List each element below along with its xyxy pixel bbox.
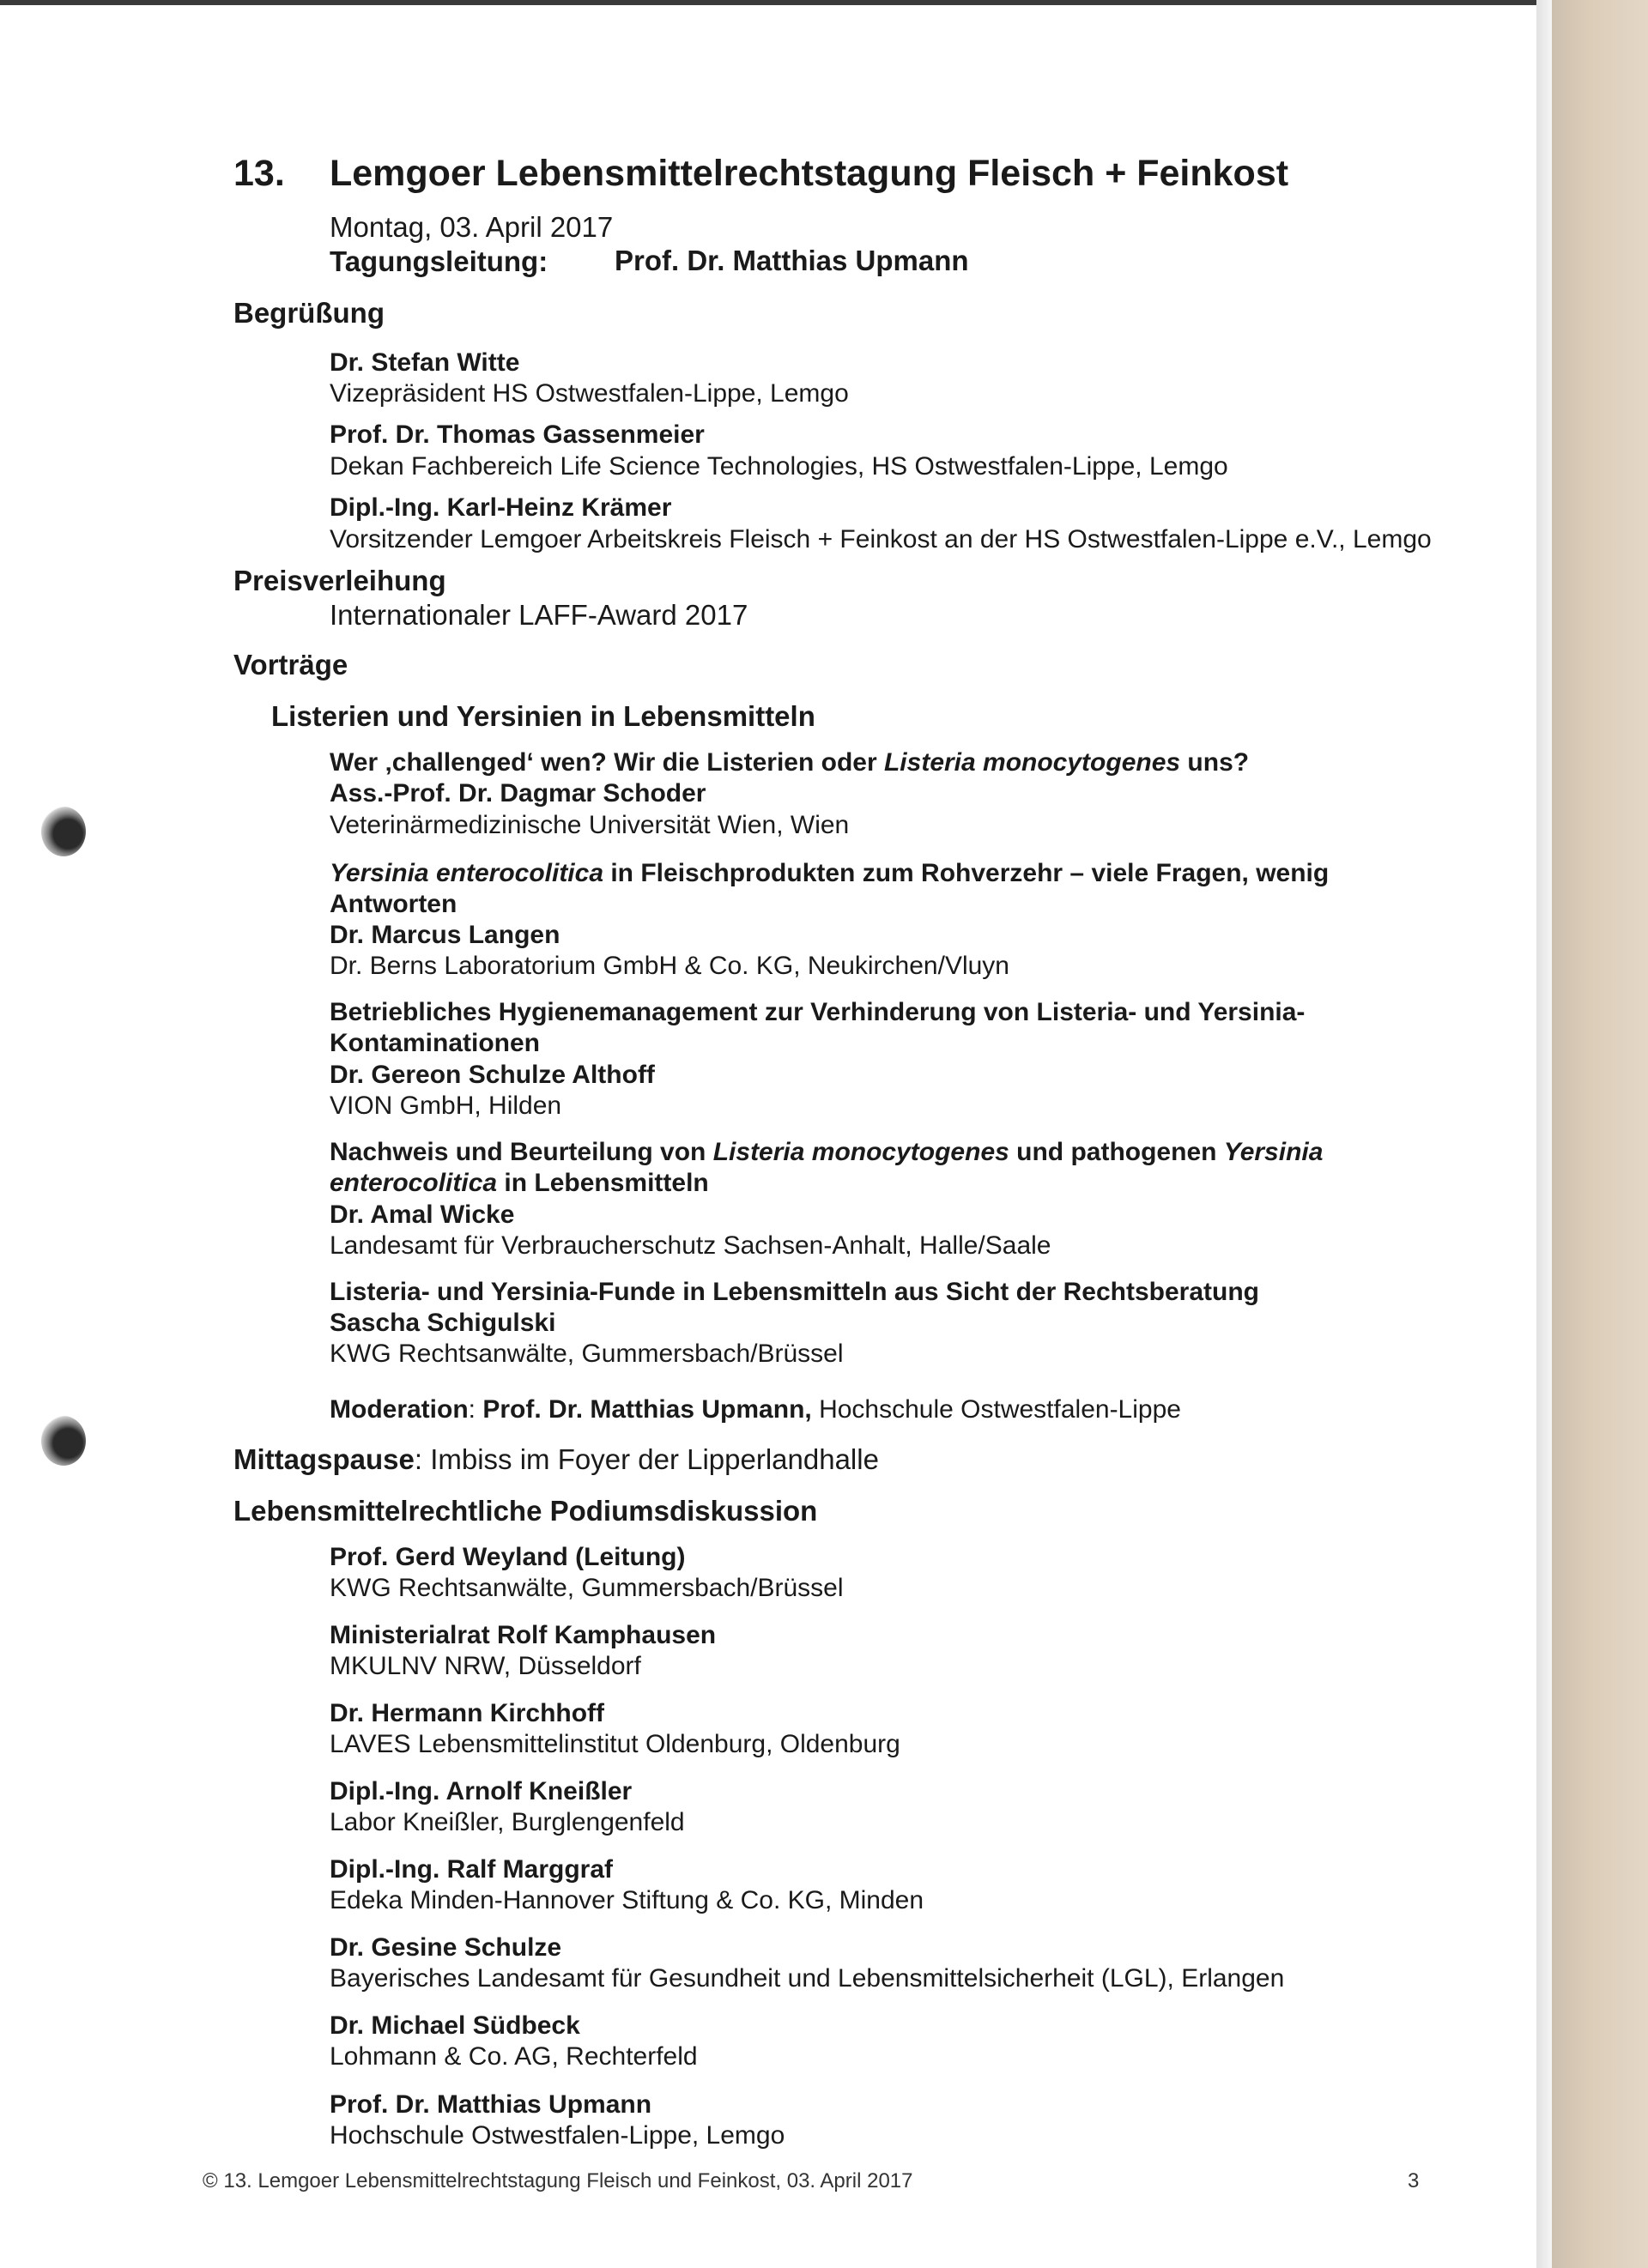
- talk-affiliation: KWG Rechtsanwälte, Gummersbach/Brüssel: [330, 1340, 844, 1368]
- panelist-affiliation: LAVES Lebensmittelinstitut Oldenburg, Oldenburg: [330, 1730, 900, 1758]
- talk-speaker: Dr. Marcus Langen: [330, 921, 560, 949]
- talk-title: Yersinia enterocolitica in Fleischprodukten zum Rohverzehr – viele Fragen, wenig: [330, 859, 1330, 887]
- talk-title: Nachweis und Beurteilung von Listeria monocytogenes und pathogenen Yersinia: [330, 1138, 1324, 1166]
- binder-strip: [1552, 0, 1648, 2268]
- talk-affiliation: Landesamt für Verbraucherschutz Sachsen-Anhalt, Halle/Saale: [330, 1231, 1051, 1260]
- speaker-name: Dipl.-Ing. Karl-Heinz Krämer: [330, 493, 672, 522]
- panelist-affiliation: Bayerisches Landesamt für Gesundheit und Lebensmittelsicherheit (LGL), Erlangen: [330, 1964, 1285, 1993]
- section-vortraege: Vorträge: [233, 649, 348, 680]
- session-title: Listerien und Yersinien in Lebensmitteln: [271, 700, 815, 732]
- chair-name: Prof. Dr. Matthias Upmann: [615, 245, 969, 276]
- event-date: Montag, 03. April 2017: [330, 211, 614, 243]
- panelist-affiliation: Labor Kneißler, Burglengenfeld: [330, 1808, 685, 1836]
- panelist-name: Prof. Gerd Weyland (Leitung): [330, 1543, 686, 1571]
- panelist-name: Dr. Michael Südbeck: [330, 2011, 580, 2040]
- talk-title: Betriebliches Hygienemanagement zur Verhinderung von Listeria- und Yersinia-: [330, 998, 1306, 1026]
- talk-title: Listeria- und Yersinia-Funde in Lebensmitteln aus Sicht der Rechtsberatung: [330, 1278, 1259, 1306]
- moderation-line: Moderation: Prof. Dr. Matthias Upmann, Hochschule Ostwestfalen-Lippe: [330, 1395, 1181, 1424]
- panelist-name: Dr. Gesine Schulze: [330, 1933, 562, 1962]
- panelist-affiliation: Edeka Minden-Hannover Stiftung & Co. KG, Minden: [330, 1886, 924, 1914]
- talk-title-cont: Kontaminationen: [330, 1029, 540, 1057]
- talk-title-cont: enterocolitica in Lebensmitteln: [330, 1169, 709, 1197]
- panelist-affiliation: Hochschule Ostwestfalen-Lippe, Lemgo: [330, 2121, 785, 2150]
- panelist-name: Dr. Hermann Kirchhoff: [330, 1699, 605, 1727]
- talk-affiliation: VION GmbH, Hilden: [330, 1092, 562, 1120]
- page-number: 3: [1408, 2169, 1420, 2192]
- panelist-name: Dipl.-Ing. Ralf Marggraf: [330, 1855, 613, 1884]
- page-edge-shadow: [1536, 0, 1552, 2268]
- talk-speaker: Sascha Schigulski: [330, 1309, 556, 1337]
- scan-top-edge: [0, 0, 1562, 5]
- punch-hole-bottom: [41, 1416, 86, 1466]
- section-begruessung: Begrüßung: [233, 297, 385, 329]
- speaker-affiliation: Dekan Fachbereich Life Science Technologies, HS Ostwestfalen-Lippe, Lemgo: [330, 452, 1228, 481]
- footer-copyright: © 13. Lemgoer Lebensmittelrechtstagung Fleisch und Feinkost, 03. April 2017: [203, 2169, 913, 2192]
- talk-affiliation: Veterinärmedizinische Universität Wien, Wien: [330, 811, 850, 839]
- talk-speaker: Dr. Amal Wicke: [330, 1201, 515, 1229]
- panelist-name: Prof. Dr. Matthias Upmann: [330, 2090, 652, 2119]
- speaker-affiliation: Vorsitzender Lemgoer Arbeitskreis Fleisch + Feinkost an der HS Ostwestfalen-Lippe e.V., Lemgo: [330, 525, 1432, 553]
- panelist-name: Dipl.-Ing. Arnolf Kneißler: [330, 1777, 633, 1805]
- section-podium: Lebensmittelrechtliche Podiumsdiskussion: [233, 1495, 818, 1527]
- speaker-name: Dr. Stefan Witte: [330, 348, 520, 377]
- chair-label: Tagungsleitung:: [330, 245, 548, 277]
- speaker-affiliation: Vizepräsident HS Ostwestfalen-Lippe, Lemgo: [330, 379, 849, 408]
- panelist-affiliation: Lohmann & Co. AG, Rechterfeld: [330, 2042, 698, 2071]
- title-number: 13.: [233, 153, 285, 194]
- section-preisverleihung: Preisverleihung: [233, 565, 446, 596]
- talk-title-cont: Antworten: [330, 890, 457, 918]
- talk-speaker: Dr. Gereon Schulze Althoff: [330, 1061, 655, 1089]
- page-title: Lemgoer Lebensmittelrechtstagung Fleisch + Feinkost: [330, 153, 1289, 194]
- lunch-break: Mittagspause: Imbiss im Foyer der Lipperlandhalle: [233, 1443, 879, 1475]
- panelist-affiliation: KWG Rechtsanwälte, Gummersbach/Brüssel: [330, 1574, 844, 1602]
- award-name: Internationaler LAFF-Award 2017: [330, 599, 748, 631]
- panelist-affiliation: MKULNV NRW, Düsseldorf: [330, 1652, 641, 1680]
- speaker-name: Prof. Dr. Thomas Gassenmeier: [330, 420, 705, 449]
- talk-speaker: Ass.-Prof. Dr. Dagmar Schoder: [330, 779, 706, 807]
- punch-hole-top: [41, 807, 86, 856]
- panelist-name: Ministerialrat Rolf Kamphausen: [330, 1621, 717, 1649]
- talk-affiliation: Dr. Berns Laboratorium GmbH & Co. KG, Neukirchen/Vluyn: [330, 952, 1009, 980]
- talk-title: Wer ‚challenged‘ wen? Wir die Listerien oder Listeria monocytogenes uns?: [330, 748, 1250, 777]
